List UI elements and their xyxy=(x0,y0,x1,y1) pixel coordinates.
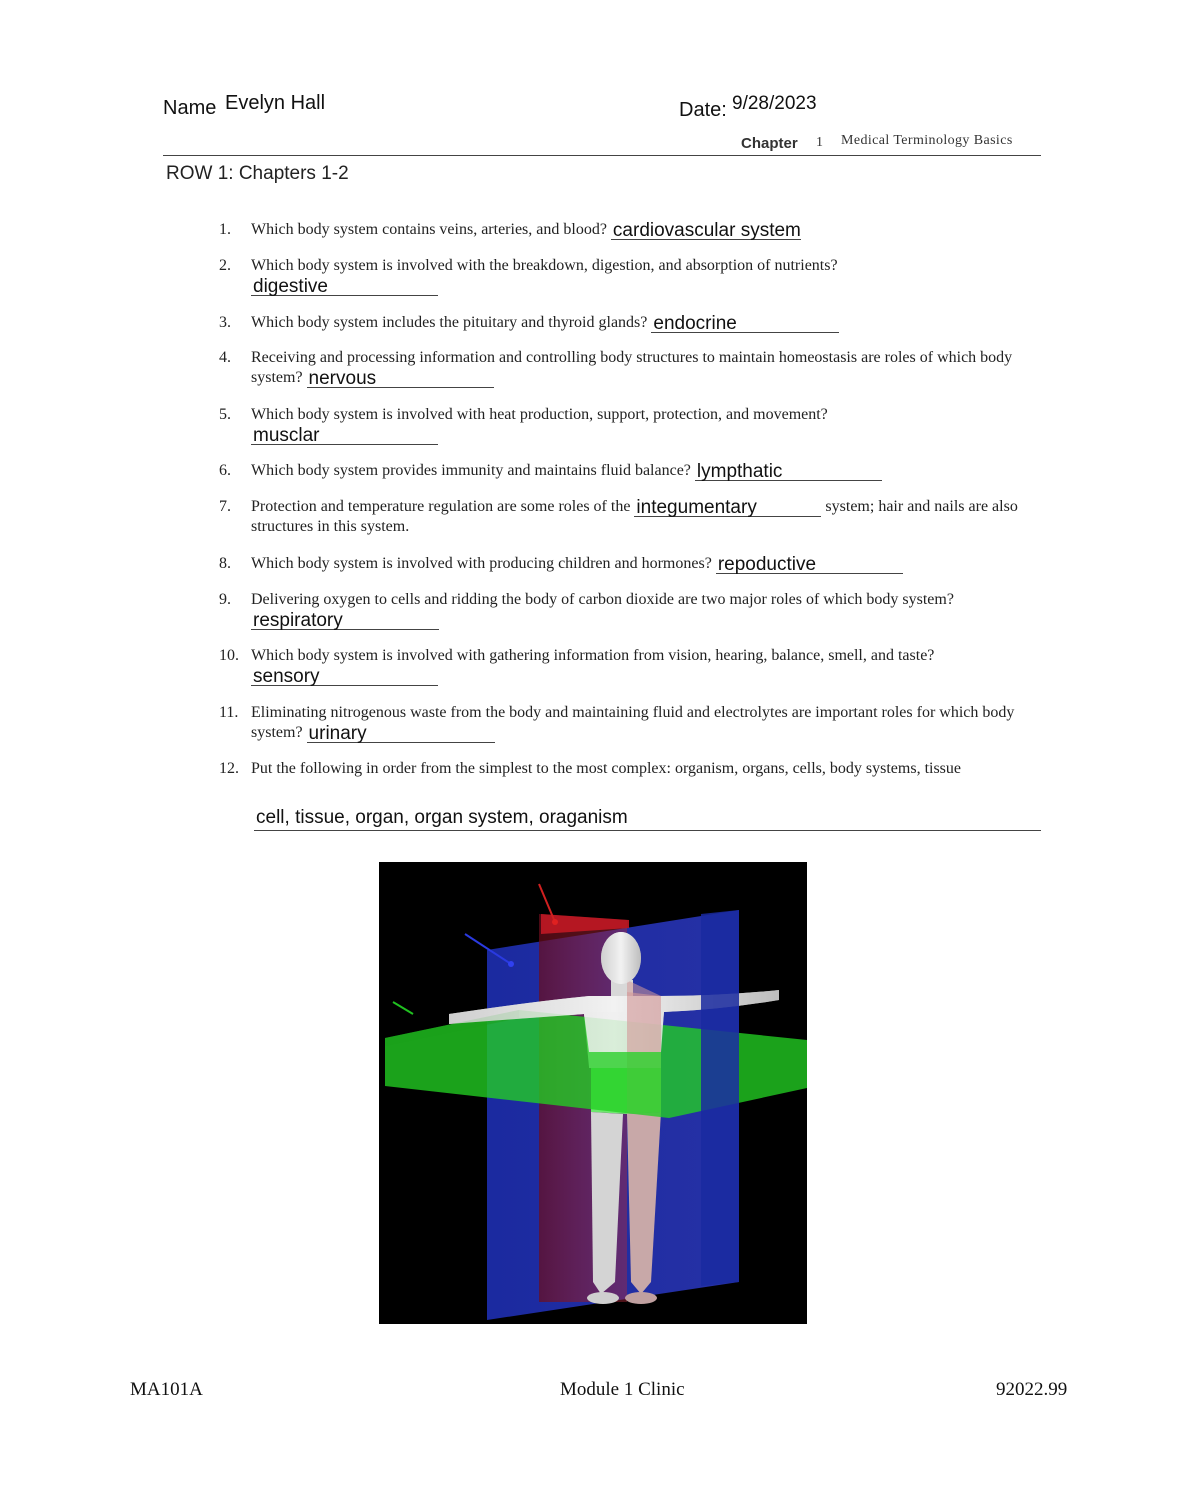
answer-field-12[interactable]: cell, tissue, organ, organ system, oraganism xyxy=(254,806,1041,831)
answer-field-1[interactable]: cardiovascular system xyxy=(612,221,801,241)
date-field[interactable]: 9/28/2023 xyxy=(732,93,817,114)
answer-field-10[interactable]: sensory xyxy=(251,667,438,686)
section-title: ROW 1: Chapters 1-2 xyxy=(166,163,349,184)
footer-course-code: MA101A xyxy=(130,1379,203,1400)
question-1: 1. Which body system contains veins, arteries, and blood? cardiovascular system xyxy=(219,221,801,241)
header-rule xyxy=(163,155,1041,156)
answer-field-9[interactable]: respiratory xyxy=(251,611,439,630)
answer-field-5[interactable]: musclar xyxy=(251,426,438,445)
question-8: 8. Which body system is involved with producing children and hormones? repoductive xyxy=(219,554,1049,574)
chapter-title: Medical Terminology Basics xyxy=(841,133,1013,148)
name-field[interactable]: Evelyn Hall xyxy=(225,92,326,114)
answer-field-3[interactable]: endocrine xyxy=(651,314,839,333)
axis-red-dot xyxy=(552,919,558,925)
answer-field-8[interactable]: repoductive xyxy=(716,555,903,574)
question-10: 10. Which body system is involved with gathering information from vision, hearing, balance, smell, and taste? sensory xyxy=(219,647,935,687)
question-6: 6. Which body system provides immunity and maintains fluid balance? lympthatic xyxy=(219,461,1049,481)
footer-module: Module 1 Clinic xyxy=(560,1379,685,1400)
name-label: Name xyxy=(163,97,217,119)
question-4: 4. Receiving and processing information and controlling body structures to maintain homeostasis are roles of which body system? nervous xyxy=(219,349,1013,389)
anatomical-planes-figure xyxy=(379,862,807,1324)
question-12: 12. Put the following in order from the simplest to the most complex: organism, organs, cells, body systems, tissue xyxy=(219,760,962,777)
chapter-label: Chapter xyxy=(741,135,798,152)
chapter-number: 1 xyxy=(816,135,823,150)
answer-field-6[interactable]: lympthatic xyxy=(695,462,882,481)
question-9: 9. Delivering oxygen to cells and ridding the body of carbon dioxide are two major roles of which body system? respiratory xyxy=(219,591,954,631)
footer-number: 92022.99 xyxy=(996,1379,1068,1400)
date-label: Date: xyxy=(679,99,727,121)
question-5: 5. Which body system is involved with heat production, support, protection, and movement? musclar xyxy=(219,406,828,446)
answer-field-11[interactable]: urinary xyxy=(307,724,495,743)
question-11: 11. Eliminating nitrogenous waste from the body and maintaining fluid and electrolytes are important roles for which body system? urinary xyxy=(219,704,1015,744)
answer-field-2[interactable]: digestive xyxy=(251,277,438,296)
answer-field-7[interactable]: integumentary xyxy=(634,498,821,517)
axis-blue-dot xyxy=(508,961,514,967)
anatomical-planes-illustration xyxy=(379,862,807,1324)
question-2: 2. Which body system is involved with the breakdown, digestion, and absorption of nutrients? digestive xyxy=(219,257,838,297)
frontal-plane-edge xyxy=(701,910,739,1286)
answer-field-4[interactable]: nervous xyxy=(307,369,494,388)
axis-green xyxy=(393,1002,413,1014)
question-3: 3. Which body system includes the pituitary and thyroid glands? endocrine xyxy=(219,313,1049,333)
question-7: 7. Protection and temperature regulation are some roles of the integumentary system; hair and nails are also structures in this system. xyxy=(219,498,1018,535)
